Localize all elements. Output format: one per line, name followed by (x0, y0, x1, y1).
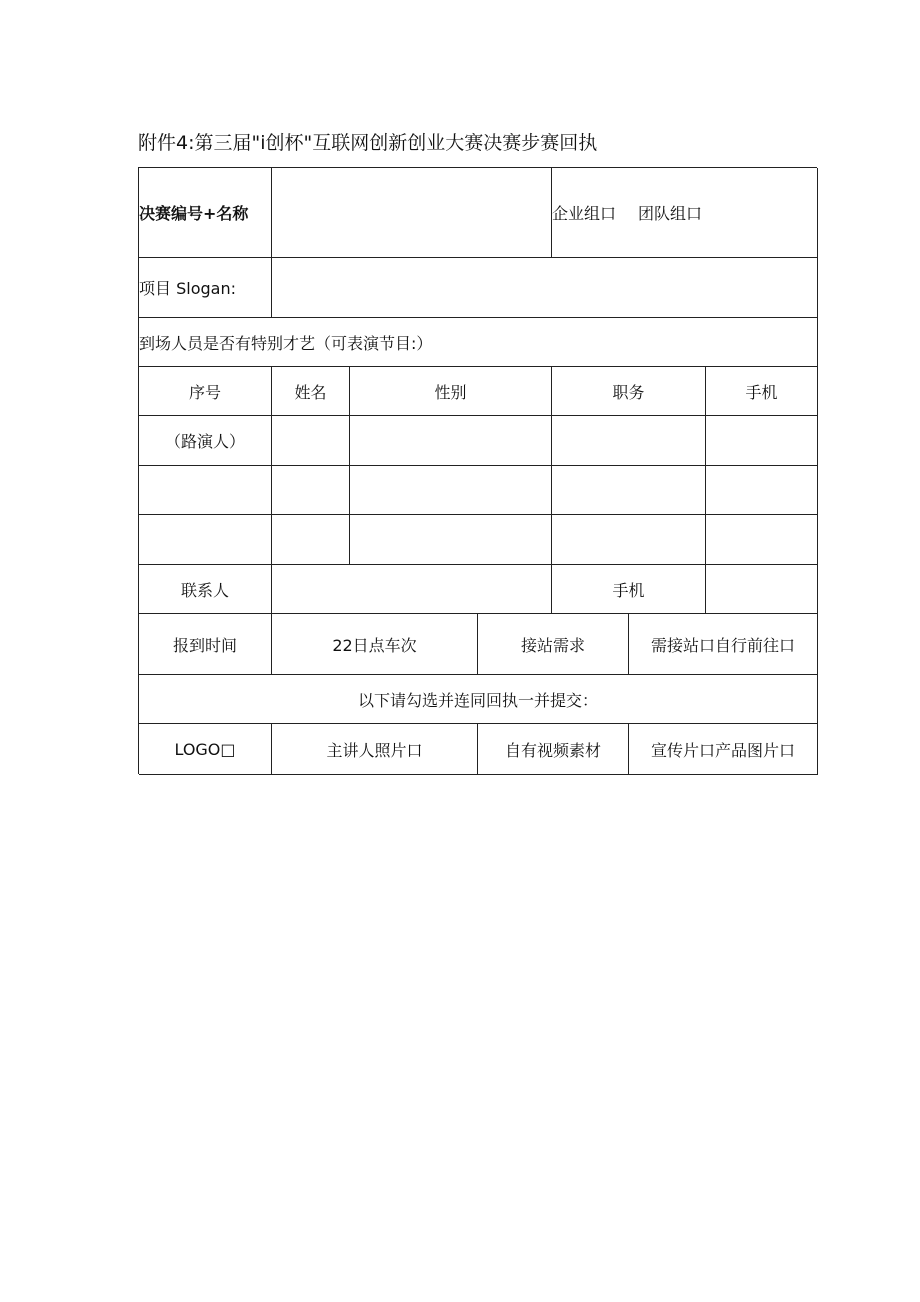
project-id-label: 决赛编号+名称 (139, 168, 272, 258)
member-row-3-phone[interactable] (706, 515, 818, 565)
slogan-field[interactable] (272, 258, 818, 318)
member-row-2-index[interactable] (139, 466, 272, 515)
slogan-label: 项目 Slogan: (139, 258, 272, 318)
pickup-label: 接站需求 (478, 614, 629, 675)
group-enterprise-option[interactable]: 企业组口 (552, 204, 617, 223)
page-title: 附件4:第三届"i创杯"互联网创新创业大赛决赛步赛回执 (138, 132, 598, 154)
member-row-1-gender[interactable] (350, 416, 552, 466)
contact-phone-field[interactable] (706, 565, 818, 614)
member-row-1-index: （路演人） (139, 416, 272, 466)
header-name: 姓名 (272, 367, 350, 416)
member-row-3-position[interactable] (552, 515, 706, 565)
header-index: 序号 (139, 367, 272, 416)
receipt-form-table (138, 167, 817, 774)
train-number-field[interactable]: 22日点车次 (272, 614, 478, 675)
contact-field[interactable] (272, 565, 552, 614)
header-gender: 性别 (350, 367, 552, 416)
member-row-3-gender[interactable] (350, 515, 552, 565)
project-id-field[interactable] (272, 168, 552, 258)
member-row-2-gender[interactable] (350, 466, 552, 515)
member-row-3-index[interactable] (139, 515, 272, 565)
material-own-video-checkbox[interactable]: 自有视频素材 (478, 724, 629, 775)
header-position: 职务 (552, 367, 706, 416)
member-row-1-phone[interactable] (706, 416, 818, 466)
contact-label: 联系人 (139, 565, 272, 614)
arrival-time-label: 报到时间 (139, 614, 272, 675)
group-team-option[interactable]: 团队组口 (638, 204, 703, 223)
member-row-1-name[interactable] (272, 416, 350, 466)
talent-field[interactable]: 到场人员是否有特别才艺（可表演节目:） (139, 318, 818, 367)
member-row-3-name[interactable] (272, 515, 350, 565)
material-speaker-photo-checkbox[interactable]: 主讲人照片口 (272, 724, 478, 775)
header-phone: 手机 (706, 367, 818, 416)
group-type-cell (552, 168, 818, 258)
member-row-2-position[interactable] (552, 466, 706, 515)
pickup-options[interactable]: 需接站口自行前往口 (629, 614, 818, 675)
material-logo-checkbox[interactable]: LOGO□ (139, 724, 272, 775)
member-row-1-position[interactable] (552, 416, 706, 466)
member-row-2-phone[interactable] (706, 466, 818, 515)
submit-note: 以下请勾选并连同回执一并提交： (139, 675, 818, 724)
contact-phone-label: 手机 (552, 565, 706, 614)
member-row-2-name[interactable] (272, 466, 350, 515)
material-promo-checkbox[interactable]: 宣传片口产品图片口 (629, 724, 818, 775)
